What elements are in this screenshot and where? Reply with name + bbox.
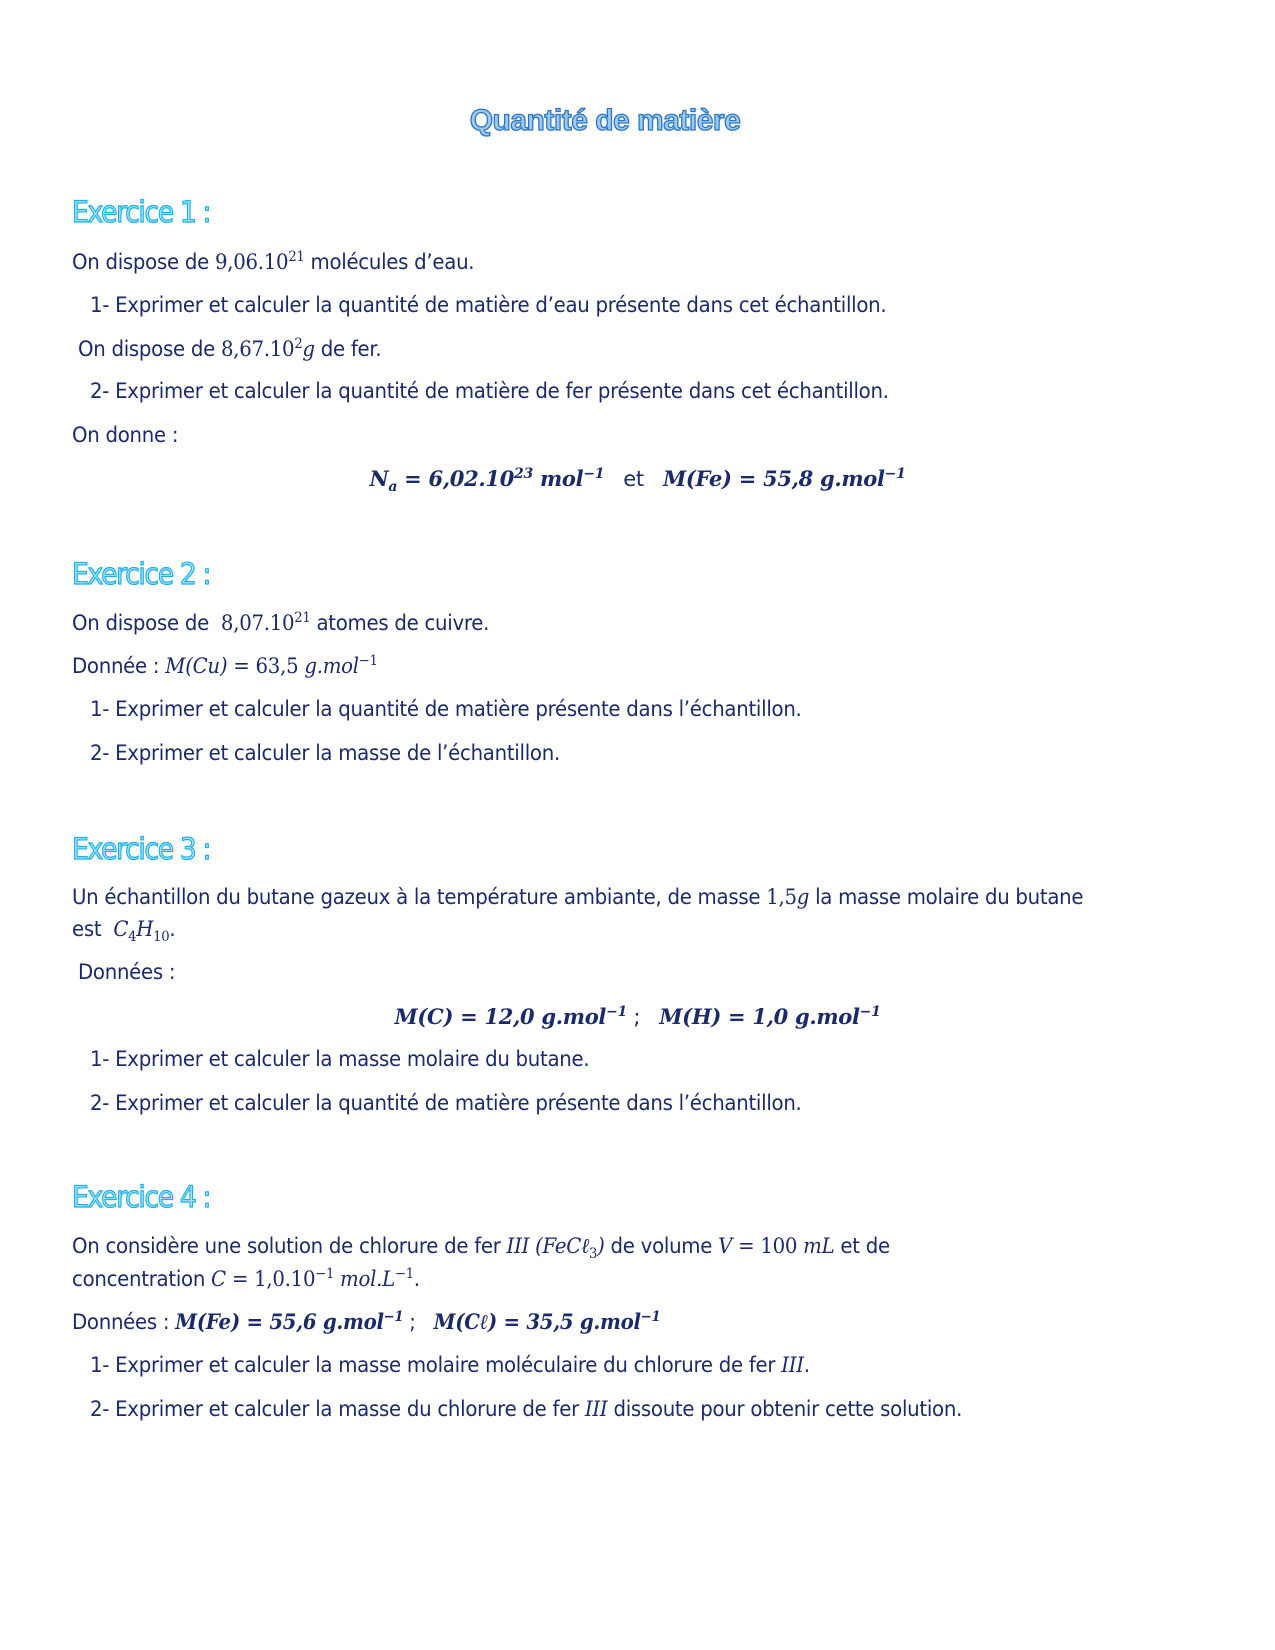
text-segment: 1- Exprimer et calculer la masse molaire du butane. [90,1047,590,1071]
question-line [90,1091,802,1115]
text-segment: ; [626,1005,660,1029]
math-segment: −1 [383,1309,404,1325]
math-segment: 3 [589,1246,598,1263]
text-segment: 1- Exprimer et calculer la masse molaire moléculaire du chlorure de fer [90,1353,782,1377]
math-segment: = 6,02.10 [397,466,515,491]
text-segment: de volume [604,1234,719,1258]
math-segment: M(Cu) = [165,654,256,678]
formula-line [0,466,1275,495]
math-segment: = 1,0.10 [225,1267,316,1291]
math-segment: M(Cℓ) = 35,5 g.mol [433,1309,641,1334]
text-segment: est [72,917,114,941]
math-segment: M(H) = 1,0 g.mol [659,1004,860,1029]
math-segment: III [584,1397,608,1421]
math-segment: M(Fe) = 55,6 g.mol [175,1309,384,1334]
text-line [72,610,489,635]
math-segment: 63,5 [255,654,305,678]
question-line [90,293,886,317]
math-segment: C [113,917,129,941]
exercise-heading: Exercice 1 : [72,195,211,229]
text-segment: molécules d’eau. [304,250,475,274]
text-segment: ; [403,1310,434,1334]
exercise-heading: Exercice 3 : [72,832,211,866]
math-segment: 1,5 [766,885,797,909]
math-segment: −1 [859,1004,881,1020]
text-segment: Données : [78,960,176,984]
exercise-heading: Exercice 4 : [72,1180,211,1214]
text-segment: 1- Exprimer et calculer la quantité de matière d’eau présente dans cet échantillon. [90,293,887,317]
math-segment: (FeCℓ [535,1234,590,1258]
math-segment: −1 [394,1266,414,1282]
page-title: Quantité de matière [469,104,741,137]
math-segment: mol.L [334,1267,395,1291]
text-segment: et de [834,1234,890,1258]
text-line [72,653,378,678]
math-segment: 8,67.10 [220,337,295,361]
math-segment: g.mol [304,654,359,678]
question-line [90,1397,962,1421]
exercise-heading: Exercice 2 : [72,557,211,591]
math-segment: 4 [128,929,137,946]
math-segment: ) [597,1234,605,1258]
text-segment: . [169,917,176,941]
question-line [90,741,560,765]
text-line [72,917,175,945]
math-segment: −1 [884,466,906,482]
question-line [90,379,889,403]
text-segment: dissoute pour obtenir cette solution. [607,1397,963,1421]
text-segment: Données : [72,1310,176,1334]
math-segment: g [796,885,810,909]
text-segment: . [803,1353,810,1377]
text-line [72,885,1083,909]
text-segment: 2- Exprimer et calculer la masse de l’échantillon. [90,741,560,765]
text-segment: Donnée : [72,654,166,678]
math-segment: = 100 [732,1234,804,1258]
text-line [72,423,178,447]
text-segment: 2- Exprimer et calculer la quantité de matière de fer présente dans cet échantillon. [90,379,889,403]
text-segment: 2- Exprimer et calculer la quantité de matière présente dans l’échantillon. [90,1091,802,1115]
math-segment: mL [803,1234,835,1258]
text-segment: atomes de cuivre. [310,611,490,635]
math-segment: 23 [514,466,533,482]
question-line [90,1047,589,1071]
text-line [72,249,474,274]
math-segment: 2 [294,336,303,352]
text-segment: de fer. [314,337,382,361]
math-segment: 9,06.10 [214,250,289,274]
math-segment: III [506,1234,530,1258]
text-segment: On considère une solution de chlorure de fer [72,1234,507,1258]
text-segment: On dispose de [78,337,221,361]
text-segment: . [413,1267,420,1291]
math-segment: 21 [294,610,311,626]
math-segment: M(Fe) = 55,8 g.mol [662,466,885,491]
math-segment: 8,07.10 [220,611,295,635]
text-line [72,1266,420,1291]
math-segment: 10 [153,929,170,946]
math-segment: 21 [288,249,305,265]
math-segment: g [302,337,315,361]
text-line [72,1234,890,1262]
question-line [90,697,802,721]
question-line [90,1353,810,1377]
math-segment: −1 [583,466,605,482]
text-segment: 1- Exprimer et calculer la quantité de matière présente dans l’échantillon. [90,697,802,721]
text-segment: On donne : [72,423,179,447]
math-segment: C [211,1267,226,1291]
math-segment: mol [532,466,584,491]
math-segment: −1 [640,1309,661,1325]
math-segment: −1 [358,653,378,669]
text-segment: et [604,467,663,491]
math-segment: N [369,466,389,491]
math-segment: M(C) = 12,0 g.mol [394,1004,607,1029]
math-segment: −1 [606,1004,627,1020]
text-segment: On dispose de [72,611,221,635]
math-segment: V [718,1234,733,1258]
text-segment: la masse molaire du butane [809,885,1084,909]
text-segment: On dispose de [72,250,215,274]
math-segment: −1 [315,1266,335,1282]
text-segment: Un échantillon du butane gazeux à la température ambiante, de masse [72,885,767,909]
math-segment: H [136,917,154,941]
text-line [78,336,381,361]
text-segment: 2- Exprimer et calculer la masse du chlorure de fer [90,1397,585,1421]
math-segment: a [388,479,398,496]
text-line [78,960,175,984]
formula-line [0,1004,1275,1029]
text-segment: concentration [72,1267,212,1291]
text-line [72,1309,660,1335]
math-segment: III [781,1353,804,1377]
